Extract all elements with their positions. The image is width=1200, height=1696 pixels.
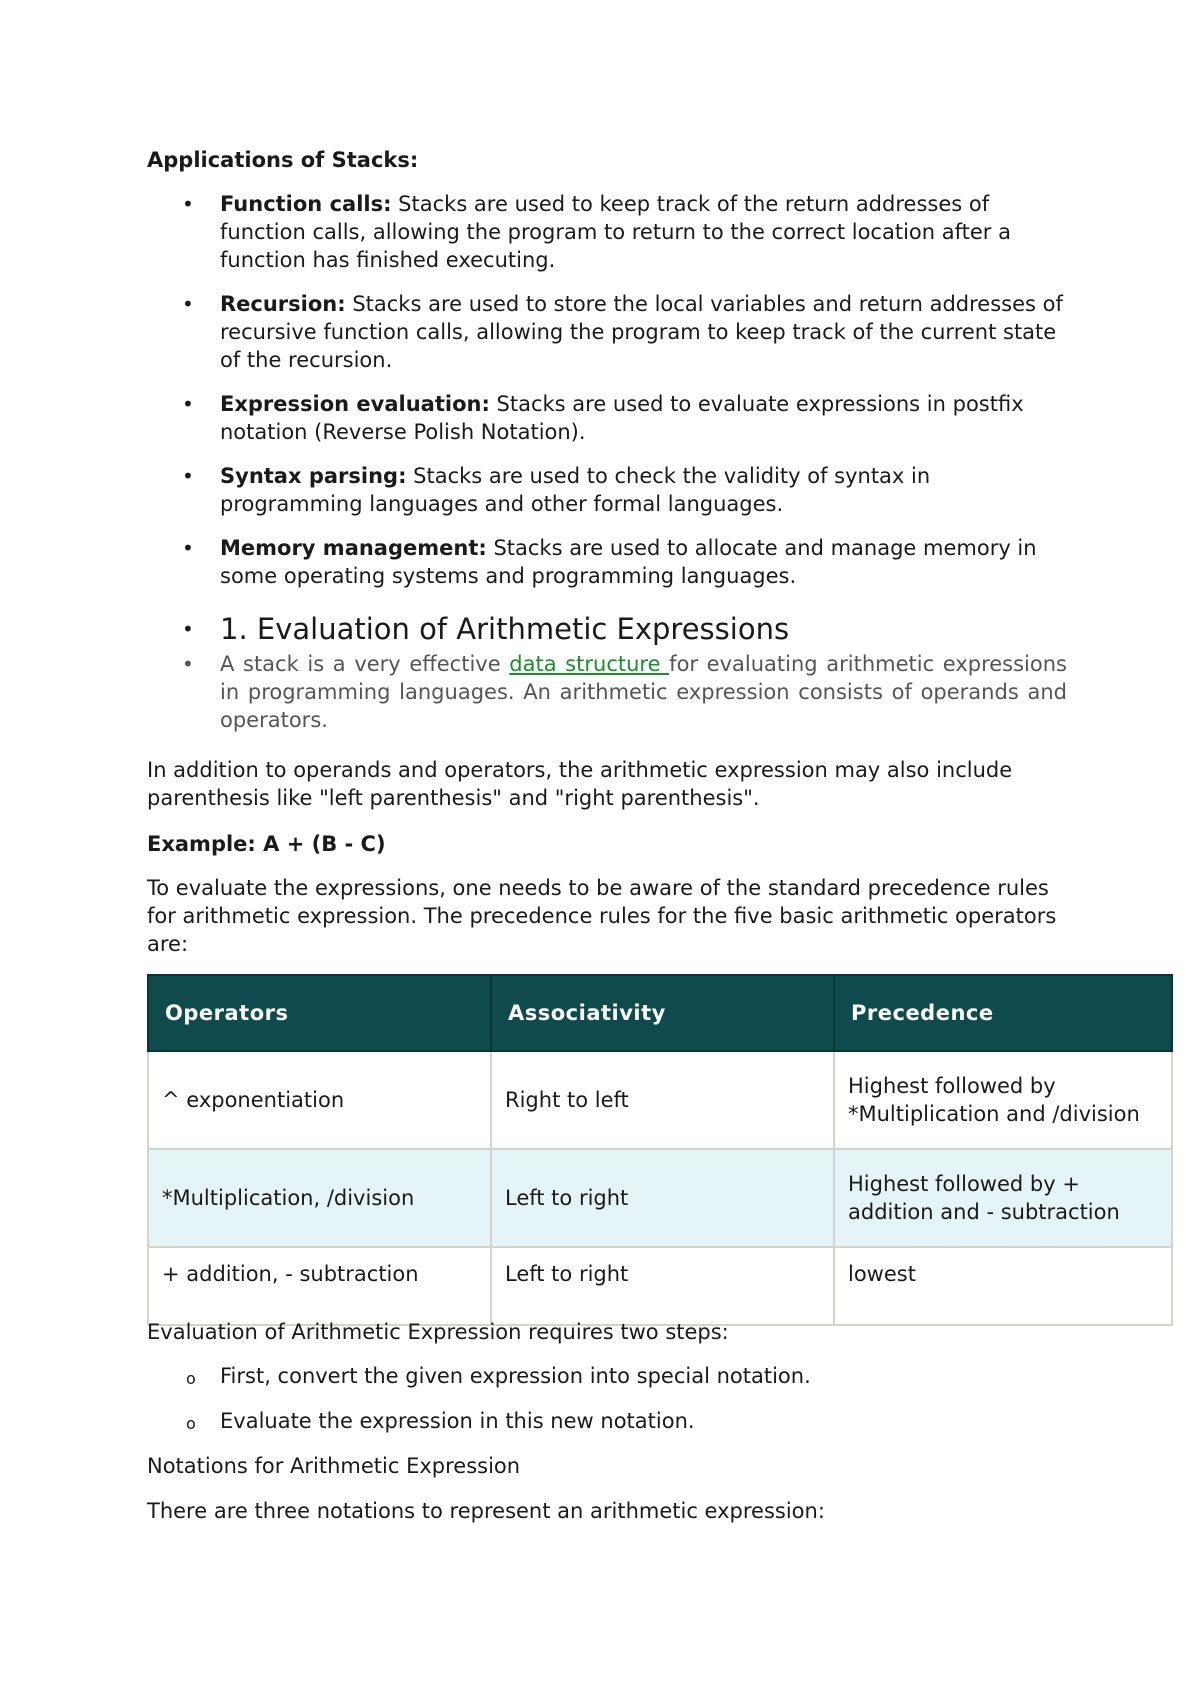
table-cell: lowest: [834, 1247, 1172, 1325]
notations-heading: Notations for Arithmetic Expression: [147, 1454, 521, 1478]
table-cell: Highest followed by + addition and - subtraction: [834, 1149, 1172, 1247]
table-row: [148, 1149, 1172, 1247]
column-header: Operators: [148, 975, 491, 1051]
bullet-icon: •: [182, 192, 194, 216]
precedence-table: [147, 974, 1173, 1326]
table-cell: + addition, - subtraction: [148, 1247, 491, 1325]
parenthesis-paragraph: In addition to operands and operators, the arithmetic expression may also include parenthesis like "left parenthesis" and "right parenthesis".: [147, 758, 1013, 810]
applications-list: [147, 190, 1067, 606]
bullet-icon: •: [182, 536, 194, 560]
list-item: • Expression evaluation: Stacks are used to evaluate expressions in postfix notation (Reverse Polish Notation).: [182, 392, 1024, 444]
table-cell: *Multiplication, /division: [148, 1149, 491, 1247]
list-item: • Recursion: Stacks are used to store the local variables and return addresses of recursive function calls, allowing the program to keep track of the current state of the recursion.: [182, 292, 1063, 372]
bullet-icon: •: [182, 464, 194, 488]
bullet-icon: •: [182, 652, 194, 676]
table-cell: Highest followed by *Multiplication and /division: [834, 1051, 1172, 1149]
section-intro: • A stack is a very effective data structure for evaluating arithmetic expressions in programming languages. An arithmetic expression consists of operands and operators.: [182, 652, 1067, 732]
steps-list: [147, 1362, 1067, 1452]
table-row: [148, 1247, 1172, 1325]
table-header-row: [148, 975, 1172, 1051]
table-cell: ^ exponentiation: [148, 1051, 491, 1149]
section-heading: 1. Evaluation of Arithmetic Expressions: [220, 612, 790, 646]
precedence-paragraph: To evaluate the expressions, one needs to be aware of the standard precedence rules for arithmetic expression. The precedence rules for the five basic arithmetic operators are:: [147, 876, 1057, 956]
column-header: Associativity: [491, 975, 834, 1051]
circle-bullet-icon: o: [186, 1414, 196, 1433]
table-cell: Left to right: [491, 1149, 834, 1247]
notations-intro: There are three notations to represent an arithmetic expression:: [147, 1499, 825, 1523]
table-row: [148, 1051, 1172, 1149]
list-item: • Syntax parsing: Stacks are used to check the validity of syntax in programming languages and other formal languages.: [182, 464, 931, 516]
steps-intro: Evaluation of Arithmetic Expression requires two steps:: [147, 1320, 729, 1344]
list-item: • Memory management: Stacks are used to allocate and manage memory in some operating systems and programming languages.: [182, 536, 1037, 588]
column-header: Precedence: [834, 975, 1172, 1051]
applications-heading: Applications of Stacks:: [147, 148, 419, 172]
list-item: • Function calls: Stacks are used to keep track of the return addresses of function calls, allowing the program to return to the correct location after a function has finished executing.: [182, 192, 1011, 272]
section-heading-item: [147, 612, 1067, 646]
bullet-icon: •: [182, 292, 194, 316]
section-list: [147, 612, 1067, 750]
table-cell: Left to right: [491, 1247, 834, 1325]
circle-bullet-icon: o: [186, 1369, 196, 1388]
data-structure-link[interactable]: data structure: [509, 652, 670, 676]
list-item: o First, convert the given expression into special notation.: [147, 1362, 1067, 1390]
table-cell: Right to left: [491, 1051, 834, 1149]
bullet-icon: •: [182, 617, 194, 641]
list-item: o Evaluate the expression in this new notation.: [147, 1407, 1067, 1435]
bullet-icon: •: [182, 392, 194, 416]
example-heading: Example: A + (B - C): [147, 832, 386, 856]
